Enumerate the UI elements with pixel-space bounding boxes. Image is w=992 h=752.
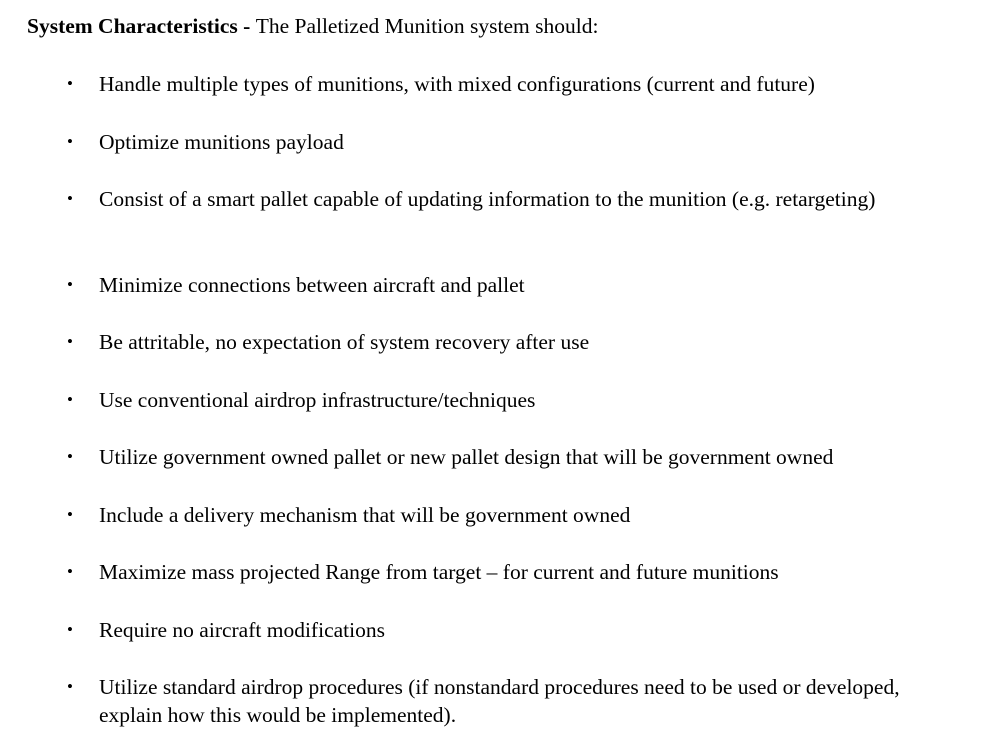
section-heading-text: The Palletized Munition system should: (255, 14, 599, 38)
bullet-icon: • (67, 132, 73, 151)
list-item-text: Use conventional airdrop infrastructure/techniques (99, 388, 536, 412)
list-item-text: Require no aircraft modifications (99, 618, 385, 642)
section-heading-bold: System Characteristics (27, 14, 238, 38)
list-item-text: Be attritable, no expectation of system recovery after use (99, 330, 590, 354)
bullet-icon: • (67, 677, 73, 696)
bullet-icon: • (67, 390, 73, 409)
list-item-text: Optimize munitions payload (99, 130, 344, 154)
section-heading-separator: - (237, 14, 256, 38)
list-item-text: Utilize standard airdrop procedures (if nonstandard procedures need to be used or developed, explain how this would be implemented). (99, 675, 900, 727)
bullet-icon: • (67, 562, 73, 581)
bullet-icon: • (67, 275, 73, 294)
list-item-text: Consist of a smart pallet capable of updating information to the munition (e.g. retargeting) (99, 187, 876, 211)
list-item-text: Handle multiple types of munitions, with mixed configurations (current and future) (99, 72, 815, 96)
bullet-icon: • (67, 447, 73, 466)
section-heading (27, 12, 598, 40)
list-item-text: Utilize government owned pallet or new pallet design that will be government owned (99, 445, 834, 469)
bullet-icon: • (67, 74, 73, 93)
list-item-text: Minimize connections between aircraft and pallet (99, 273, 525, 297)
list-item-text: Maximize mass projected Range from target – for current and future munitions (99, 560, 779, 584)
bullet-icon: • (67, 332, 73, 351)
bullet-icon: • (67, 505, 73, 524)
bullet-icon: • (67, 189, 73, 208)
list-item-text: Include a delivery mechanism that will be government owned (99, 503, 631, 527)
bullet-icon: • (67, 620, 73, 639)
